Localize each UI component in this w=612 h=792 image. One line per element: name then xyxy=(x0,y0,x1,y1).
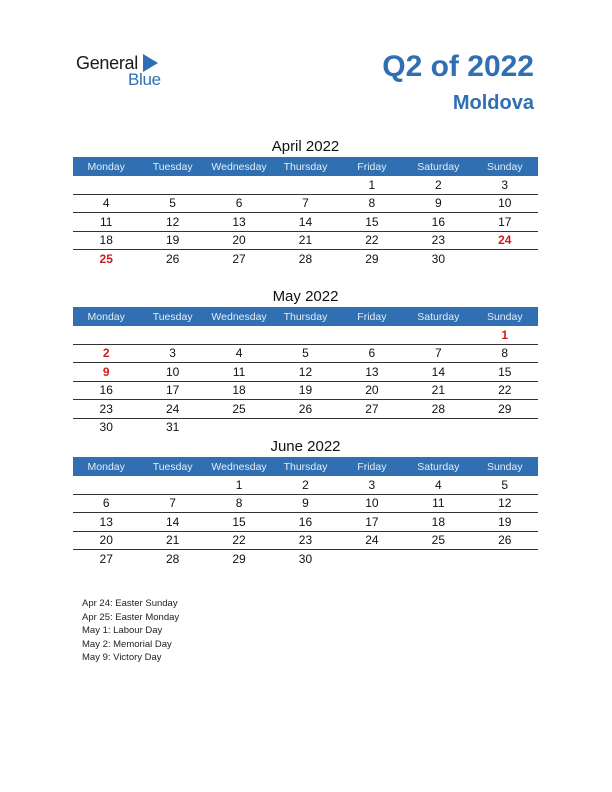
week-row xyxy=(73,363,538,382)
week-row xyxy=(73,418,538,436)
day-cell: 18 xyxy=(73,231,139,250)
day-cell: 12 xyxy=(472,494,538,513)
day-cell: 5 xyxy=(272,344,338,363)
weekday-header: Thursday xyxy=(272,457,338,476)
logo-blue-text: Blue xyxy=(128,70,161,89)
empty-cell xyxy=(139,176,205,194)
week-row xyxy=(73,400,538,419)
day-cell: 19 xyxy=(272,381,338,400)
day-cell: 23 xyxy=(272,531,338,550)
weekday-header: Saturday xyxy=(405,157,471,176)
day-cell: 8 xyxy=(472,344,538,363)
day-cell: 9 xyxy=(73,363,139,382)
weekday-header: Wednesday xyxy=(206,157,272,176)
weekday-header: Monday xyxy=(73,307,139,326)
weekday-header: Friday xyxy=(339,307,405,326)
day-cell: 6 xyxy=(206,194,272,213)
day-cell: 18 xyxy=(206,381,272,400)
day-cell: 7 xyxy=(272,194,338,213)
day-cell: 17 xyxy=(472,213,538,232)
day-cell: 6 xyxy=(73,494,139,513)
empty-cell xyxy=(206,418,272,436)
day-cell: 12 xyxy=(139,213,205,232)
day-cell: 1 xyxy=(339,176,405,194)
empty-cell xyxy=(206,326,272,344)
week-row xyxy=(73,194,538,213)
empty-cell xyxy=(339,418,405,436)
day-cell: 13 xyxy=(73,513,139,532)
holiday-item: May 9: Victory Day xyxy=(82,652,162,663)
day-cell: 1 xyxy=(472,326,538,344)
calendar-grid xyxy=(73,157,538,268)
empty-cell xyxy=(405,550,471,568)
day-cell: 17 xyxy=(139,381,205,400)
day-cell: 21 xyxy=(272,231,338,250)
empty-cell xyxy=(472,250,538,268)
day-cell: 10 xyxy=(139,363,205,382)
day-cell: 16 xyxy=(73,381,139,400)
day-cell: 25 xyxy=(206,400,272,419)
empty-cell xyxy=(272,176,338,194)
day-cell: 16 xyxy=(405,213,471,232)
day-cell: 9 xyxy=(272,494,338,513)
day-cell: 10 xyxy=(472,194,538,213)
month-title: April 2022 xyxy=(271,138,340,155)
day-cell: 14 xyxy=(139,513,205,532)
weekday-header: Tuesday xyxy=(139,157,205,176)
day-cell: 12 xyxy=(272,363,338,382)
day-cell: 26 xyxy=(165,251,180,266)
month-title: May 2022 xyxy=(272,288,339,305)
empty-cell xyxy=(272,418,338,436)
empty-cell xyxy=(339,326,405,344)
day-cell: 4 xyxy=(405,476,471,494)
day-cell: 19 xyxy=(472,513,538,532)
week-row xyxy=(73,213,538,232)
day-cell: 8 xyxy=(339,194,405,213)
day-cell: 21 xyxy=(139,531,205,550)
month-title: June 2022 xyxy=(270,438,341,455)
weekday-header: Saturday xyxy=(405,307,471,326)
day-cell: 11 xyxy=(405,494,471,513)
weekday-header: Thursday xyxy=(272,157,338,176)
empty-cell xyxy=(206,176,272,194)
day-cell: 3 xyxy=(139,344,205,363)
day-cell: 20 xyxy=(339,381,405,400)
week-row xyxy=(73,476,538,494)
month-may xyxy=(73,287,538,436)
day-cell: 26 xyxy=(272,400,338,419)
week-row xyxy=(73,494,538,513)
empty-cell xyxy=(405,418,471,436)
day-cell: 14 xyxy=(272,213,338,232)
day-cell: 7 xyxy=(405,344,471,363)
day-cell: 28 xyxy=(405,400,471,419)
day-cell: 15 xyxy=(206,513,272,532)
day-cell: 30 xyxy=(431,251,445,266)
week-row xyxy=(73,381,538,400)
week-row xyxy=(73,344,538,363)
week-row xyxy=(73,250,538,268)
day-cell: 3 xyxy=(472,176,538,194)
day-cell: 23 xyxy=(73,400,139,419)
day-cell: 2 xyxy=(73,344,139,363)
day-cell: 5 xyxy=(139,194,205,213)
empty-cell xyxy=(73,326,139,344)
weekday-header: Tuesday xyxy=(139,307,205,326)
month-june xyxy=(73,437,538,568)
empty-cell xyxy=(339,550,405,568)
day-cell: 13 xyxy=(206,213,272,232)
month-april xyxy=(73,137,538,268)
country-name: Moldova xyxy=(452,92,534,114)
day-cell: 9 xyxy=(405,194,471,213)
day-cell: 11 xyxy=(206,363,272,382)
day-cell: 4 xyxy=(73,194,139,213)
day-cell: 1 xyxy=(206,476,272,494)
weekday-header: Sunday xyxy=(472,157,538,176)
day-cell: 22 xyxy=(206,531,272,550)
holiday-item: May 2: Memorial Day xyxy=(82,638,172,650)
logo-general-text: General xyxy=(76,53,138,73)
empty-cell xyxy=(405,326,471,344)
day-cell: 27 xyxy=(232,251,246,266)
day-cell: 15 xyxy=(339,213,405,232)
day-cell: 10 xyxy=(339,494,405,513)
day-cell: 29 xyxy=(472,400,538,419)
day-cell: 24 xyxy=(139,400,205,419)
day-cell: 11 xyxy=(73,213,139,232)
weekday-header: Sunday xyxy=(472,457,538,476)
weekday-header: Sunday xyxy=(472,307,538,326)
holiday-list xyxy=(82,597,179,665)
day-cell: 2 xyxy=(272,476,338,494)
day-cell: 2 xyxy=(405,176,471,194)
day-cell: 30 xyxy=(99,420,113,435)
weekday-header: Monday xyxy=(73,457,139,476)
holiday-item: May 1: Labour Day xyxy=(82,625,163,636)
day-cell: 17 xyxy=(339,513,405,532)
empty-cell xyxy=(139,476,205,494)
day-cell: 24 xyxy=(472,231,538,250)
day-cell: 27 xyxy=(99,551,113,566)
day-cell: 27 xyxy=(339,400,405,419)
day-cell: 25 xyxy=(99,251,113,266)
empty-cell xyxy=(272,326,338,344)
week-row xyxy=(73,550,538,568)
day-cell: 18 xyxy=(405,513,471,532)
week-row xyxy=(73,513,538,532)
day-cell: 4 xyxy=(206,344,272,363)
week-row xyxy=(73,176,538,194)
day-cell: 22 xyxy=(339,231,405,250)
week-row xyxy=(73,531,538,550)
day-cell: 14 xyxy=(405,363,471,382)
empty-cell xyxy=(472,550,538,568)
day-cell: 31 xyxy=(165,420,180,435)
empty-cell xyxy=(73,176,139,194)
weekday-header: Monday xyxy=(73,157,139,176)
weekday-header: Tuesday xyxy=(139,457,205,476)
day-cell: 13 xyxy=(339,363,405,382)
day-cell: 23 xyxy=(405,231,471,250)
day-cell: 28 xyxy=(298,251,313,266)
weekday-header: Friday xyxy=(339,457,405,476)
day-cell: 19 xyxy=(139,231,205,250)
day-cell: 28 xyxy=(165,551,180,566)
day-cell: 25 xyxy=(405,531,471,550)
empty-cell xyxy=(472,418,538,436)
day-cell: 20 xyxy=(73,531,139,550)
day-cell: 30 xyxy=(298,551,313,566)
page-title: Q2 of 2022 xyxy=(382,50,534,83)
weekday-header: Wednesday xyxy=(206,307,272,326)
week-row xyxy=(73,326,538,344)
day-cell: 6 xyxy=(339,344,405,363)
weekday-header: Friday xyxy=(339,157,405,176)
day-cell: 5 xyxy=(472,476,538,494)
weekday-header: Wednesday xyxy=(206,457,272,476)
day-cell: 3 xyxy=(339,476,405,494)
day-cell: 29 xyxy=(365,251,379,266)
generalblue-logo xyxy=(76,50,176,90)
day-cell: 15 xyxy=(472,363,538,382)
day-cell: 26 xyxy=(472,531,538,550)
week-row xyxy=(73,231,538,250)
day-cell: 20 xyxy=(206,231,272,250)
day-cell: 22 xyxy=(472,381,538,400)
calendar-grid xyxy=(73,307,538,436)
holiday-item: Apr 24: Easter Sunday xyxy=(82,598,178,609)
day-cell: 8 xyxy=(206,494,272,513)
holiday-item: Apr 25: Easter Monday xyxy=(82,611,180,623)
empty-cell xyxy=(73,476,139,494)
weekday-header: Saturday xyxy=(405,457,471,476)
day-cell: 24 xyxy=(339,531,405,550)
day-cell: 21 xyxy=(405,381,471,400)
empty-cell xyxy=(139,326,205,344)
day-cell: 16 xyxy=(272,513,338,532)
day-cell: 7 xyxy=(139,494,205,513)
weekday-header: Thursday xyxy=(272,307,338,326)
calendar-grid xyxy=(73,457,538,568)
day-cell: 29 xyxy=(232,551,246,566)
